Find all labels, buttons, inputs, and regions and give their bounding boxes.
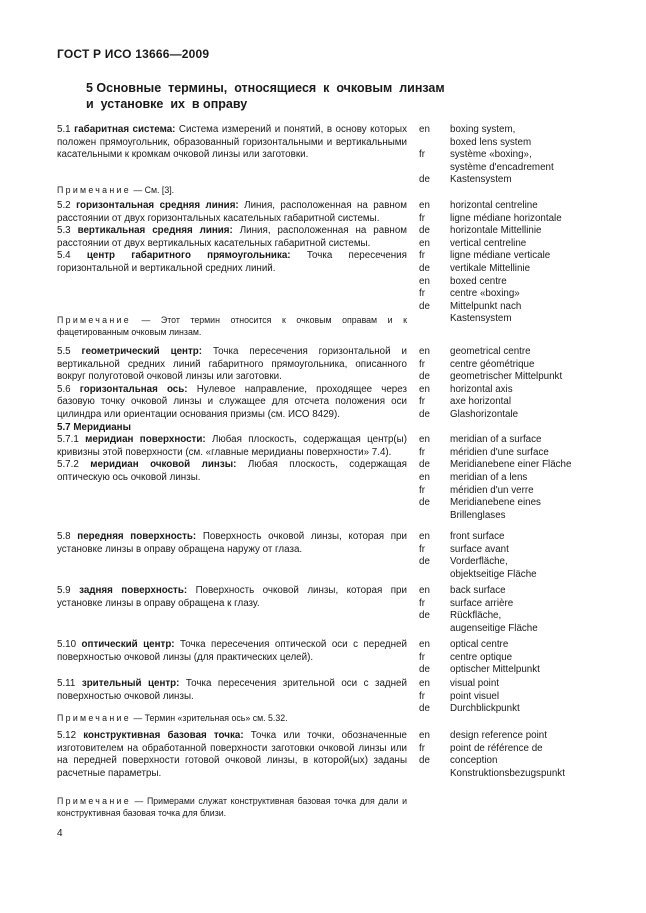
term-name: горизонтальная ось: xyxy=(79,383,188,395)
term-definition: 5.12 конструктивная базовая точка: Точка или точки, обозначенные изготовителем на обработанной поверхности заготовки очковой линзы или на передней поверхности готовой очковой линзы, в которой(ых) заданы расчетные параметры. xyxy=(57,730,407,779)
translation-list: en boxing system, boxed lens system fr système «boxing», système d'encadrement de Kastensystem xyxy=(419,124,554,186)
term-name: передняя поверхность: xyxy=(77,531,197,542)
translation-list: en optical centre fr centre optique de optischer Mittelpunkt xyxy=(419,639,540,676)
term-definition: 5.10 оптический центр: Точка пересечения оптической оси с передней поверхностью очковой линзы (для практических целей). xyxy=(57,639,407,663)
term-name: задняя поверхность: xyxy=(79,585,188,596)
term-name: зрительный центр: xyxy=(81,678,180,689)
term-name: горизонтальная средняя линия: xyxy=(76,200,239,211)
term-name: вертикальная средняя линия: xyxy=(77,225,233,237)
term-name: центр габаритного прямоугольника: xyxy=(86,250,291,262)
term-name: меридиан поверхности: xyxy=(85,434,206,446)
note: Примечание — Примерами служат конструктивная базовая точка для дали и конструктивная базовая точка для близи. xyxy=(57,796,407,818)
translation-list: en horizontal centreline fr ligne médiane horizontale de horizontale Mittellinie en vertical centreline fr ligne médiane verticale de vertikale Mittellinie en boxed centre fr centre «boxing» de Mittelpunkt nach Kastensystem xyxy=(419,200,562,325)
section-title: 5 Основные термины, относящиеся к очковым линзам и установке их в оправу xyxy=(86,81,445,111)
term-definition: 5.9 задняя поверхность: Поверхность очковой линзы, которая при установке линзы в оправу обращена к глазу. xyxy=(57,585,407,609)
translation-list: en geometrical centre fr centre géométrique de geometrischer Mittelpunkt en horizontal axis fr axe horizontal de Glashorizontale en meridian of a surface fr méridien d'une surface de Meridianebene einer Fläche en meridian of a lens fr méridien d'un verre de Meridianebene eines Brillenglases xyxy=(419,346,572,521)
term-definition: 5.2 горизонтальная средняя линия: Линия, расположенная на равном расстоянии от двух горизонтальных касательных габаритной системы. 5.3 вертикальная средняя линия: Линия, расположенная на равном расстоянии от двух вертикальных касательных габаритной системы. 5.4 центр габаритного прямоугольника: Точка пересечения горизонтальной и вертикальной средних линий. xyxy=(57,200,407,274)
term-name: геометрический центр: xyxy=(81,346,203,357)
translation-list: en visual point fr point visuel de Durchblickpunkt xyxy=(419,678,520,715)
note: Примечание — Термин «зрительная ось» см. 5.32. xyxy=(57,713,288,723)
translation-list: en design reference point fr point de référence de de conception Konstruktionsbezugspunkt xyxy=(419,730,565,779)
note: Примечание — См. [3]. xyxy=(57,185,175,195)
term-name: габаритная система: xyxy=(74,124,176,135)
term-definition: 5.8 передняя поверхность: Поверхность очковой линзы, которая при установке линзы в оправу обращена наружу от глаза. xyxy=(57,531,407,555)
note: Примечание — Этот термин относится к очковым оправам и к фацетированным очковым линзам. xyxy=(57,315,407,337)
term-name: конструктивная базовая точка: xyxy=(83,730,244,741)
page-number: 4 xyxy=(57,828,63,839)
term-definition: 5.1 габаритная система: Система измерений и понятий, в основу которых положен прямоугольник, образованный горизонтальными и вертикальными касательными к кромкам очковой линзы или заготовки. xyxy=(57,124,407,161)
term-name: меридиан очковой линзы: xyxy=(90,459,237,471)
translation-list: en front surface fr surface avant de Vorderfläche, objektseitige Fläche xyxy=(419,531,537,580)
term-definition: 5.11 зрительный центр: Точка пересечения зрительной оси с задней поверхностью очковой линзы. xyxy=(57,678,407,702)
term-name: оптический центр: xyxy=(81,639,175,650)
term-definition: 5.5 геометрический центр: Точка пересечения горизонтальной и вертикальной средних линий габаритного прямоугольника, описанного вокруг полуготовой очковой линзы или заготовки. 5.6 горизонтальная ось: Нулевое направление, проходящее через базовую точку очковой линзы и служащее для отсчета положения оси цилиндра или ориентации основания призмы (см. ИСО 8429). 5.7 Меридианы 5.7.1 меридиан поверхности: Любая плоскость, содержащая центр(ы) кривизны этой поверхности (см. «главные меридианы поверхности» 7.4). 5.7.2 меридиан очковой линзы: Любая плоскость, содержащая оптическую ось очковой линзы. xyxy=(57,346,407,483)
standard-number: ГОСТ Р ИСО 13666—2009 xyxy=(57,47,210,61)
translation-list: en back surface fr surface arrière de Rückfläche, augenseitige Fläche xyxy=(419,585,538,634)
term-name: Меридианы xyxy=(73,421,131,433)
